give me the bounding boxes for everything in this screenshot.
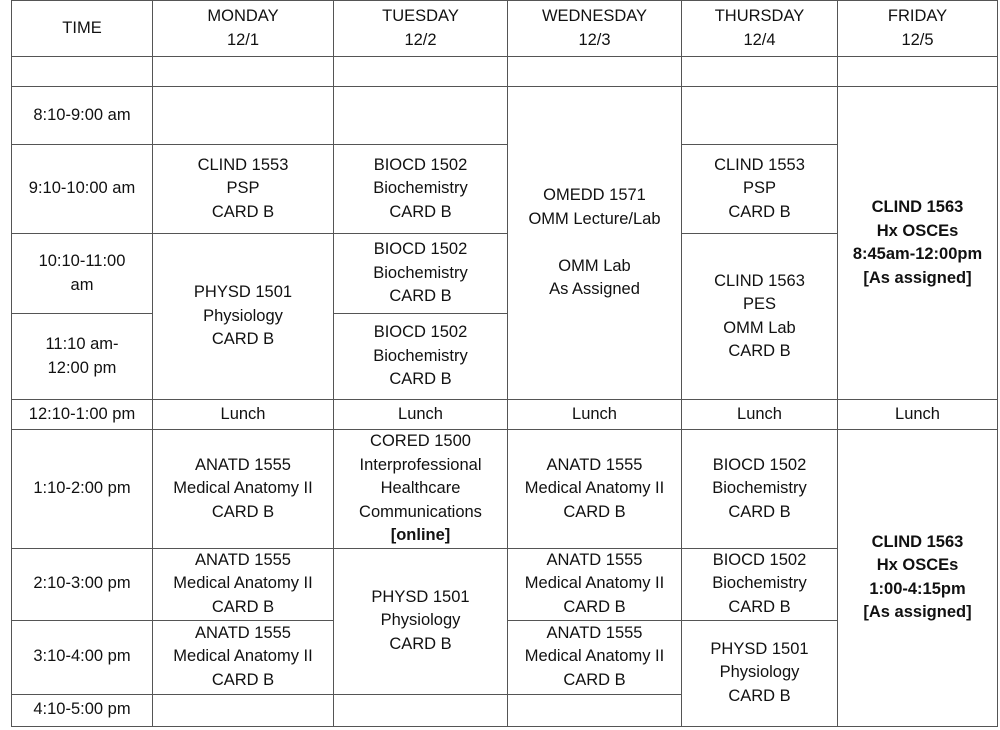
day-header-tuesday: TUESDAY 12/2 xyxy=(334,1,508,57)
time-slot: 1:10-2:00 pm xyxy=(12,430,153,549)
day-header-wednesday: WEDNESDAY 12/3 xyxy=(508,1,682,57)
mon-anatd-cell: ANATD 1555 Medical Anatomy II CARD B xyxy=(153,620,334,694)
row-lunch xyxy=(12,400,998,430)
thu-clind-psp-cell: CLIND 1553 PSP CARD B xyxy=(682,145,838,234)
time-slot: 4:10-5:00 pm xyxy=(12,694,153,726)
time-header: TIME xyxy=(12,1,153,57)
thu-lunch: Lunch xyxy=(682,400,838,430)
day-header-friday: FRIDAY 12/5 xyxy=(838,1,998,57)
header-row xyxy=(12,1,998,57)
time-slot: 10:10-11:00 am xyxy=(12,234,153,314)
thu-biocd-cell: BIOCD 1502 Biochemistry CARD B xyxy=(682,548,838,620)
time-slot: 12:10-1:00 pm xyxy=(12,400,153,430)
row-1310 xyxy=(12,430,998,549)
fri-pm-cell: CLIND 1563 Hx OSCEs 1:00-4:15pm [As assigned] xyxy=(838,430,998,727)
tue-biocd-cell: BIOCD 1502 Biochemistry CARD B xyxy=(334,314,508,400)
tue-biocd-cell: BIOCD 1502 Biochemistry CARD B xyxy=(334,145,508,234)
mon-anatd-cell: ANATD 1555 Medical Anatomy II CARD B xyxy=(153,548,334,620)
time-slot: 11:10 am- 12:00 pm xyxy=(12,314,153,400)
fri-am-cell: CLIND 1563 Hx OSCEs 8:45am-12:00pm [As assigned] xyxy=(838,87,998,400)
tue-lunch: Lunch xyxy=(334,400,508,430)
mon-physd-cell: PHYSD 1501 Physiology CARD B xyxy=(153,234,334,400)
fri-lunch: Lunch xyxy=(838,400,998,430)
wed-anatd-cell: ANATD 1555 Medical Anatomy II CARD B xyxy=(508,430,682,549)
mon-anatd-cell: ANATD 1555 Medical Anatomy II CARD B xyxy=(153,430,334,549)
wed-lunch: Lunch xyxy=(508,400,682,430)
thu-physd-cell: PHYSD 1501 Physiology CARD B xyxy=(682,620,838,726)
tue-cored-cell: CORED 1500 Interprofessional Healthcare Communications [online] xyxy=(334,430,508,549)
time-slot: 8:10-9:00 am xyxy=(12,87,153,145)
mon-lunch: Lunch xyxy=(153,400,334,430)
time-slot: 2:10-3:00 pm xyxy=(12,548,153,620)
schedule-table xyxy=(11,0,998,727)
thu-biocd-cell: BIOCD 1502 Biochemistry CARD B xyxy=(682,430,838,549)
wed-anatd-cell: ANATD 1555 Medical Anatomy II CARD B xyxy=(508,620,682,694)
time-slot: 9:10-10:00 am xyxy=(12,145,153,234)
time-slot: 3:10-4:00 pm xyxy=(12,620,153,694)
wed-omedd-cell: OMEDD 1571 OMM Lecture/Lab OMM Lab As Assigned xyxy=(508,87,682,400)
day-header-thursday: THURSDAY 12/4 xyxy=(682,1,838,57)
wed-anatd-cell: ANATD 1555 Medical Anatomy II CARD B xyxy=(508,548,682,620)
tue-physd-cell: PHYSD 1501 Physiology CARD B xyxy=(334,548,508,694)
row-0810 xyxy=(12,87,998,145)
spacer-row xyxy=(12,57,998,87)
thu-clind-pes-cell: CLIND 1563 PES OMM Lab CARD B xyxy=(682,234,838,400)
mon-clind-cell: CLIND 1553 PSP CARD B xyxy=(153,145,334,234)
tue-biocd-cell: BIOCD 1502 Biochemistry CARD B xyxy=(334,234,508,314)
day-header-monday: MONDAY 12/1 xyxy=(153,1,334,57)
